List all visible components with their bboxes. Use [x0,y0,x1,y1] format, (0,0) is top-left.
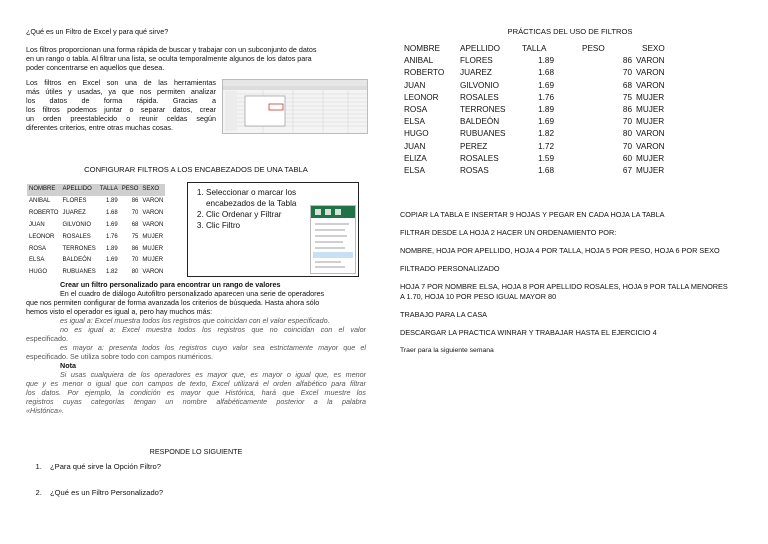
table-row [27,196,165,208]
cell: 70 [622,68,632,78]
cell: JUAN [29,221,45,228]
cell: MUJER [636,153,665,163]
question-item [44,462,344,472]
header-cell: PESO [582,44,605,53]
cell: FLORES [460,56,493,66]
table-row [27,208,165,220]
filters-paragraph [26,78,216,132]
instruction-line: HOJA 7 POR NOMBRE ELSA, HOJA 8 POR APELLIDO ROSALES, HOJA 9 POR TALLA MENORES [400,282,728,291]
step-item: 1. Seleccionar o marcar los encabezados de la Tabla [206,187,310,209]
instruction-line: Traer para la siguiente semana [400,347,494,354]
header-cell: NOMBRE [404,44,440,53]
cell: ROBERTO [404,68,445,78]
cell: ANIBAL [29,197,51,204]
cell: 1.69 [538,80,554,90]
custom-line: En el cuadro de diálogo Autofiltro personalizado aparecen una serie de operadores [60,289,325,298]
cell: VARON [142,209,164,216]
cell: ROBERTO [29,209,59,216]
para-line: los datos de forma rápida. Gracias a [26,96,216,105]
steps-box [187,182,359,277]
intro-line: en un rango o tabla. Al filtrar una lista, se oculta temporalmente algunos de los datos para [26,54,312,63]
note-label: Nota [60,361,76,370]
note-line: «Histórica». [26,406,64,415]
cell: 1.69 [106,221,118,228]
cell: BALDEÓN [62,257,92,264]
questions-list [44,462,344,498]
instruction-line: DESCARGAR LA PRACTICA WINRAR Y TRABAJAR HASTA EL EJERCICIO 4 [400,328,657,337]
cell: VARON [142,269,164,276]
cell: 70 [131,257,139,264]
para-line: más útiles y usadas, ya que nos permiten analizar [26,87,216,96]
note-line: que y es menor o igual que con campos de texto, Excel utilizará el orden alfabético para filtrar [26,379,366,388]
table-row [27,244,165,256]
steps-list [192,187,310,231]
para-line: Los filtros en Excel son una de las herramientas [26,78,216,87]
cell: VARON [636,129,665,139]
cell: VARON [142,197,164,204]
cell: 86 [622,105,632,115]
cell: 75 [131,233,139,240]
cell: MUJER [142,257,164,264]
header-cell: PESO [120,184,141,196]
cell: GILVONIO [62,221,92,228]
cell: VARON [142,221,164,228]
cell: HUGO [404,129,429,139]
intro-line: Los filtros proporcionan una forma rápida de buscar y trabajar con un subconjunto de datos [26,45,317,54]
para-line: un orden preestablecido o reunir celdas según [26,114,216,123]
header-cell: SEXO [140,184,165,196]
cell: ELSA [29,257,45,264]
header-cell: NOMBRE [27,184,60,196]
cell: 68 [131,221,139,228]
para-line: los filtros podemos juntar o separar datos, crear [26,105,216,114]
table-row [27,267,165,279]
cell: 70 [131,209,139,216]
cell: 1.68 [538,68,554,78]
practice-title: PRÁCTICAS DEL USO DE FILTROS [507,27,633,36]
cell: PEREZ [460,141,488,151]
step-item: 2. Clic Ordenar y Filtrar [206,209,310,220]
operator-greater: es mayor a: presenta todos los registros cuyo valor sea estrictamente mayor que el [60,343,366,352]
cell: MUJER [636,92,665,102]
cell: RUBUANES [62,269,96,276]
instruction-line: TRABAJO PARA LA CASA [400,310,488,319]
question-text: ¿Para qué sirve la Opción Filtro? [50,462,161,471]
cell: FLORES [62,197,87,204]
cell: 1.89 [538,105,554,115]
cell: ROSALES [62,233,91,240]
cell: ROSALES [460,153,499,163]
cell: VARON [636,80,665,90]
cell: 70 [622,141,632,151]
cell: 1.68 [106,209,118,216]
cell: JUAREZ [460,68,492,78]
cell: 1.76 [106,233,118,240]
note-line: registros cuyas categorías tengan un nombre alfabéticamente posterior a la palabra [26,397,366,406]
cell: 70 [622,117,632,127]
note-paragraph [26,370,366,415]
cell: ELSA [404,166,425,176]
note-line: los datos. Por ejemplo, la condición es mayor que Histórica, hará que Excel muestre los [26,388,366,397]
step-item: 3. Clic Filtro [206,220,310,231]
cell: MUJER [636,105,665,115]
table-row [27,220,165,232]
sort-filter-menu-image [310,205,356,274]
cell: VARON [636,56,665,66]
cell: TERRONES [460,105,506,115]
cell: 68 [622,80,632,90]
custom-filter-heading: Crear un filtro personalizado para encontrar un rango de valores [60,280,281,289]
cell: GILVONIO [460,80,499,90]
instruction-line: COPIAR LA TABLA E INSERTAR 9 HOJAS Y PEGAR EN CADA HOJA LA TABLA [400,210,665,219]
question-title: ¿Qué es un Filtro de Excel y para qué sirve? [26,27,169,36]
cell: RUBUANES [460,129,506,139]
cell: 86 [131,197,139,204]
table-row [404,128,676,140]
cell: 1.69 [538,117,554,127]
table-row [404,141,676,153]
cell: MUJER [636,166,665,176]
custom-line: que nos permiten configurar de forma avanzada los criterios de búsqueda. Hasta ahora sólo [26,298,320,307]
cell: 1.59 [538,153,554,163]
cell: 67 [622,166,632,176]
table-row [404,80,676,92]
custom-filter-paragraph [26,289,366,316]
cell: JUAN [404,80,426,90]
instruction-line: A 1.70, HOJA 10 POR PESO IGUAL MAYOR 80 [400,292,557,301]
header-cell: APELLIDO [460,44,501,53]
note-line: Si usas cualquiera de los operadores es mayor que, es mayor o igual que, es menor [60,370,366,379]
table-header-row [27,184,165,196]
table-header-row [404,43,676,55]
cell: ROSA [29,245,47,252]
intro-paragraph [26,45,366,72]
table-row [404,67,676,79]
instruction-line: FILTRADO PERSONALIZADO [400,264,500,273]
cell: 80 [131,269,139,276]
cell: 1.68 [538,166,554,176]
cell: MUJER [142,233,164,240]
operator-equal: es igual a: Excel muestra todos los registros que coincidan con el valor especificado. [60,316,330,325]
cell: 1.72 [538,141,554,151]
operator-not-equal: no es igual a: Excel muestra todos los registros que no coincidan con el valor [60,325,366,334]
cell: JUAN [404,141,426,151]
cell: ANIBAL [404,56,434,66]
cell: HUGO [29,269,47,276]
table-row [404,116,676,128]
config-section-title: CONFIGURAR FILTROS A LOS ENCABEZADOS DE UNA TABLA [84,165,308,174]
cell: TERRONES [62,245,96,252]
cell: 1.89 [106,245,118,252]
instruction-line: FILTRAR DESDE LA HOJA 2 HACER UN ORDENAMIENTO POR: [400,228,617,237]
header-cell: TALLA [98,184,120,196]
operator-greater-cont: especificado. Se utiliza sobre todo con campos numéricos. [26,352,213,361]
excel-screenshot-image [222,79,368,134]
table-row [404,153,676,165]
table-row [404,55,676,67]
instructions-block [400,208,750,356]
cell: 1.82 [106,269,118,276]
cell: BALDEÓN [460,117,500,127]
table-row [27,255,165,267]
cell: JUAREZ [62,209,86,216]
students-table-small [27,184,165,279]
cell: 1.76 [538,92,554,102]
para-line: diferentes criterios, entre otras muchas cosas. [26,123,174,132]
cell: VARON [636,68,665,78]
question-item [44,488,344,498]
table-row [404,92,676,104]
operator-not-equal-cont: especificado. [26,334,68,343]
students-table [404,43,676,177]
custom-line: hemos visto el operador es igual a, pero hay muchos más: [26,307,213,316]
table-row [404,165,676,177]
cell: ELIZA [404,153,427,163]
cell: 86 [131,245,139,252]
respond-title: RESPONDE LO SIGUIENTE [149,447,243,456]
instruction-line: NOMBRE, HOJA POR APELLIDO, HOJA 4 POR TALLA, HOJA 5 POR PESO, HOJA 6 POR SEXO [400,246,720,255]
cell: VARON [636,141,665,151]
intro-line: poder concentrarse en aquellos que desea. [26,63,165,72]
table-row [404,104,676,116]
cell: LEONOR [404,92,439,102]
cell: MUJER [142,245,164,252]
cell: 1.89 [538,56,554,66]
cell: 80 [622,129,632,139]
cell: 60 [622,153,632,163]
cell: 1.82 [538,129,554,139]
question-text: ¿Qué es un Filtro Personalizado? [50,488,164,497]
table-row [27,232,165,244]
cell: LEONOR [29,233,55,240]
cell: 1.89 [106,197,118,204]
cell: MUJER [636,117,665,127]
cell: ROSA [404,105,428,115]
cell: ROSAS [460,166,489,176]
cell: 1.69 [106,257,118,264]
header-cell: SEXO [642,44,665,53]
cell: 86 [622,56,632,66]
cell: ROSALES [460,92,499,102]
header-cell: TALLA [522,44,547,53]
cell: 75 [622,92,632,102]
cell: ELSA [404,117,425,127]
header-cell: APELLIDO [60,184,97,196]
